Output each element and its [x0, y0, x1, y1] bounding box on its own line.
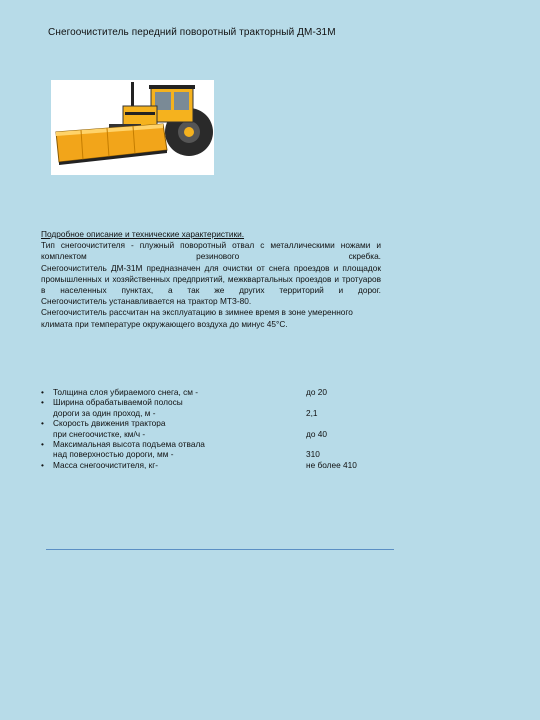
spec-value: 2,1	[306, 407, 318, 418]
spec-value: до 20	[306, 387, 327, 397]
description-block	[41, 229, 381, 330]
description-paragraph-type: Тип снегоочистителя - плужный поворотный отвал с металлическими ножами и комплектом резинового скребка.	[41, 240, 381, 262]
specs-list	[41, 387, 401, 470]
spec-label: Толщина слоя убираемого снега, см -	[53, 387, 199, 397]
spec-row-snow-thickness	[41, 387, 401, 397]
spec-label: Максимальная высота подъема отвала над поверхностью дороги, мм -	[53, 439, 205, 460]
bullet-icon: •	[41, 439, 44, 450]
spec-row-speed	[41, 418, 401, 439]
spec-value: до 40	[306, 428, 327, 439]
spec-value: 310	[306, 449, 320, 460]
description-paragraph-mount: Снегоочиститель устанавливается на трактор МТЗ-80.	[41, 296, 252, 307]
spec-row-lift-height	[41, 439, 401, 460]
bullet-icon: •	[41, 418, 44, 429]
description-paragraph-purpose: Снегоочиститель ДМ-31М предназначен для очистки от снега проездов и площадок промышленных и хозяйственных предприятий, межквартальных проездов и тротуаров в населенных пунктах, а так же других территорий и дорог.	[41, 262, 381, 296]
document-title: Снегоочиститель передний поворотный тракторный ДМ-31М	[48, 27, 336, 38]
divider-line	[46, 549, 394, 550]
tractor-photo	[51, 80, 214, 175]
spec-label: Ширина обрабатываемой полосы дороги за один проход, м -	[53, 397, 183, 418]
bullet-icon: •	[41, 397, 44, 408]
bullet-icon: •	[41, 459, 44, 470]
bullet-icon: •	[41, 387, 44, 397]
description-paragraph-climate: Снегоочиститель рассчитан на эксплуатацию в зимнее время в зоне умеренного климата при температуре окружающего воздуха до минус 45°С.	[41, 307, 353, 329]
tractor-snowplow-image	[51, 80, 214, 175]
spec-row-width	[41, 397, 401, 418]
spec-label: Масса снегоочистителя, кг-	[53, 459, 159, 470]
spec-row-mass	[41, 460, 401, 470]
description-heading: Подробное описание и технические характеристики.	[41, 229, 245, 239]
spec-value: не более 410	[306, 459, 357, 470]
spec-label: Скорость движения трактора при снегоочистке, км/ч -	[53, 418, 166, 439]
